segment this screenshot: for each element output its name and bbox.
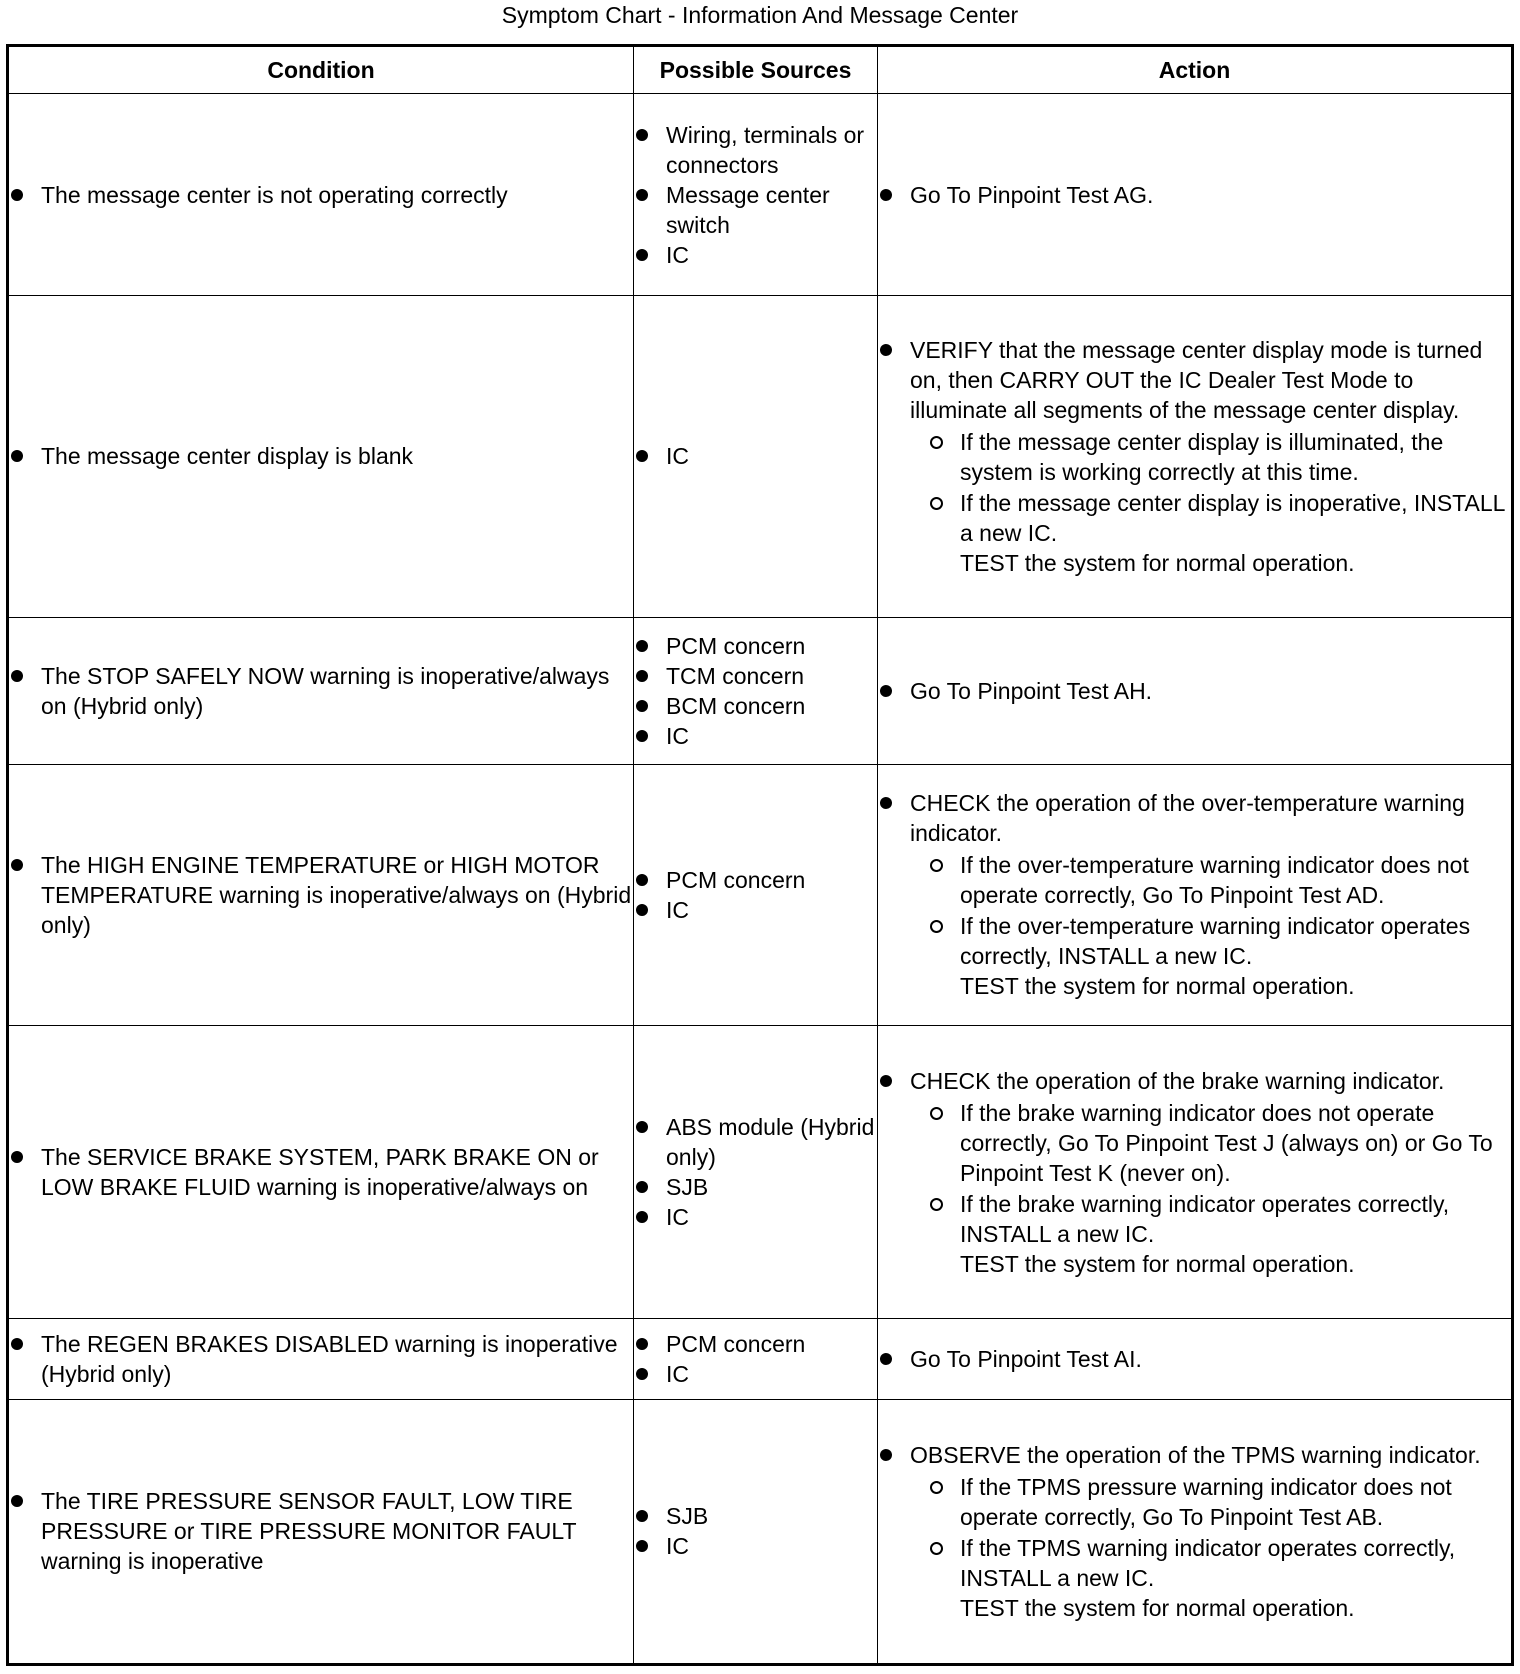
- action-cell: [878, 1319, 1513, 1400]
- action-cell: [878, 94, 1513, 296]
- source-item: IC: [634, 240, 877, 270]
- action-item: [878, 676, 1511, 706]
- action-list: [878, 1440, 1511, 1623]
- sources-list: [634, 1501, 877, 1561]
- table-row: [8, 764, 1513, 1026]
- source-item: ABS module (Hybrid only): [634, 1112, 877, 1172]
- condition-list: [9, 441, 633, 471]
- action-sub-list: [910, 1472, 1511, 1623]
- condition-text: The TIRE PRESSURE SENSOR FAULT, LOW TIRE PRESSURE or TIRE PRESSURE MONITOR FAULT warning is inoperative: [9, 1486, 633, 1576]
- sources-list: [634, 120, 877, 270]
- condition-list: [9, 850, 633, 940]
- action-list: [878, 335, 1511, 578]
- condition-text: The message center display is blank: [9, 441, 633, 471]
- action-text: VERIFY that the message center display mode is turned on, then CARRY OUT the IC Dealer Test Mode to illuminate all segments of the message center display.: [910, 336, 1483, 423]
- action-sub-item: [928, 850, 1511, 910]
- action-sub-text: If the over-temperature warning indicator does not operate correctly, Go To Pinpoint Test AD.: [960, 852, 1469, 909]
- sources-list: [634, 441, 877, 471]
- action-sub-note: TEST the system for normal operation.: [960, 549, 1355, 576]
- action-text: Go To Pinpoint Test AG.: [910, 181, 1154, 208]
- action-sub-text: If the brake warning indicator operates correctly, INSTALL a new IC.: [960, 1190, 1450, 1247]
- table-row: [8, 1399, 1513, 1664]
- condition-cell: [8, 617, 634, 764]
- source-item: IC: [634, 1359, 877, 1389]
- condition-list: [9, 1486, 633, 1576]
- source-item: SJB: [634, 1501, 877, 1531]
- action-sub-list: [910, 427, 1511, 578]
- action-item: [878, 1344, 1511, 1374]
- action-sub-text: If the message center display is inoperative, INSTALL a new IC.: [960, 489, 1505, 546]
- source-item: Wiring, terminals or connectors: [634, 120, 877, 180]
- condition-list: [9, 661, 633, 721]
- condition-text: The HIGH ENGINE TEMPERATURE or HIGH MOTOR TEMPERATURE warning is inoperative/always on (Hybrid only): [9, 850, 633, 940]
- condition-list: [9, 1142, 633, 1202]
- table-body: [8, 94, 1513, 1665]
- action-sub-item: [928, 1533, 1511, 1623]
- header-row: [8, 46, 1513, 94]
- symptom-chart-table: [6, 44, 1514, 1666]
- action-item: [878, 335, 1511, 578]
- action-list: [878, 1066, 1511, 1279]
- action-item: [878, 180, 1511, 210]
- action-item: [878, 1066, 1511, 1279]
- condition-text: The STOP SAFELY NOW warning is inoperative/always on (Hybrid only): [9, 661, 633, 721]
- table-row: [8, 94, 1513, 296]
- condition-cell: [8, 1026, 634, 1319]
- condition-cell: [8, 764, 634, 1026]
- header-condition: Condition: [8, 46, 634, 94]
- action-text: Go To Pinpoint Test AI.: [910, 1345, 1142, 1372]
- action-sub-text: If the brake warning indicator does not operate correctly, Go To Pinpoint Test J (always on) or Go To Pinpoint Test K (never on).: [960, 1099, 1493, 1186]
- action-sub-item: [928, 1098, 1511, 1188]
- condition-cell: [8, 1319, 634, 1400]
- condition-text: The SERVICE BRAKE SYSTEM, PARK BRAKE ON or LOW BRAKE FLUID warning is inoperative/always on: [9, 1142, 633, 1202]
- possible-sources-cell: [634, 1026, 878, 1319]
- source-item: IC: [634, 1202, 877, 1232]
- source-item: PCM concern: [634, 631, 877, 661]
- action-sub-list: [910, 850, 1511, 1001]
- action-cell: [878, 764, 1513, 1026]
- possible-sources-cell: [634, 617, 878, 764]
- condition-cell: [8, 296, 634, 617]
- possible-sources-cell: [634, 1319, 878, 1400]
- action-text: CHECK the operation of the brake warning indicator.: [910, 1067, 1445, 1094]
- action-sub-list: [910, 1098, 1511, 1279]
- condition-text: The REGEN BRAKES DISABLED warning is inoperative (Hybrid only): [9, 1329, 633, 1389]
- header-action: Action: [878, 46, 1513, 94]
- source-item: TCM concern: [634, 661, 877, 691]
- action-text: Go To Pinpoint Test AH.: [910, 677, 1153, 704]
- source-item: IC: [634, 1531, 877, 1561]
- action-sub-text: If the over-temperature warning indicator operates correctly, INSTALL a new IC.: [960, 913, 1471, 970]
- action-sub-item: [928, 427, 1511, 487]
- action-item: [878, 1440, 1511, 1623]
- action-list: [878, 788, 1511, 1001]
- sources-list: [634, 631, 877, 751]
- source-item: Message center switch: [634, 180, 877, 240]
- source-item: IC: [634, 895, 877, 925]
- condition-list: [9, 180, 633, 210]
- action-sub-text: If the message center display is illuminated, the system is working correctly at this time.: [960, 428, 1444, 485]
- source-item: SJB: [634, 1172, 877, 1202]
- action-sub-text: If the TPMS warning indicator operates correctly, INSTALL a new IC.: [960, 1534, 1456, 1591]
- condition-cell: [8, 1399, 634, 1664]
- action-item: [878, 788, 1511, 1001]
- possible-sources-cell: [634, 94, 878, 296]
- sources-list: [634, 1329, 877, 1389]
- action-sub-item: [928, 1472, 1511, 1532]
- action-list: [878, 180, 1511, 210]
- table-row: [8, 617, 1513, 764]
- action-sub-text: If the TPMS pressure warning indicator does not operate correctly, Go To Pinpoint Test AB.: [960, 1473, 1452, 1530]
- source-item: PCM concern: [634, 1329, 877, 1359]
- action-cell: [878, 1026, 1513, 1319]
- condition-text: The message center is not operating correctly: [9, 180, 633, 210]
- source-item: BCM concern: [634, 691, 877, 721]
- table-row: [8, 1319, 1513, 1400]
- action-text: OBSERVE the operation of the TPMS warning indicator.: [910, 1441, 1481, 1468]
- action-cell: [878, 1399, 1513, 1664]
- chart-title: Symptom Chart - Information And Message Center: [501, 2, 1019, 28]
- action-cell: [878, 617, 1513, 764]
- possible-sources-cell: [634, 1399, 878, 1664]
- sources-list: [634, 1112, 877, 1232]
- possible-sources-cell: [634, 296, 878, 617]
- action-sub-note: TEST the system for normal operation.: [960, 973, 1355, 1000]
- action-sub-note: TEST the system for normal operation.: [960, 1594, 1355, 1621]
- action-sub-item: [928, 1189, 1511, 1279]
- action-cell: [878, 296, 1513, 617]
- action-list: [878, 676, 1511, 706]
- possible-sources-cell: [634, 764, 878, 1026]
- header-possible-sources: Possible Sources: [634, 46, 878, 94]
- sources-list: [634, 865, 877, 925]
- source-item: IC: [634, 721, 877, 751]
- source-item: IC: [634, 441, 877, 471]
- action-sub-item: [928, 488, 1511, 578]
- action-list: [878, 1344, 1511, 1374]
- table-row: [8, 296, 1513, 617]
- action-text: CHECK the operation of the over-temperature warning indicator.: [910, 790, 1465, 847]
- source-item: PCM concern: [634, 865, 877, 895]
- action-sub-note: TEST the system for normal operation.: [960, 1250, 1355, 1277]
- condition-list: [9, 1329, 633, 1389]
- action-sub-item: [928, 911, 1511, 1001]
- condition-cell: [8, 94, 634, 296]
- table-row: [8, 1026, 1513, 1319]
